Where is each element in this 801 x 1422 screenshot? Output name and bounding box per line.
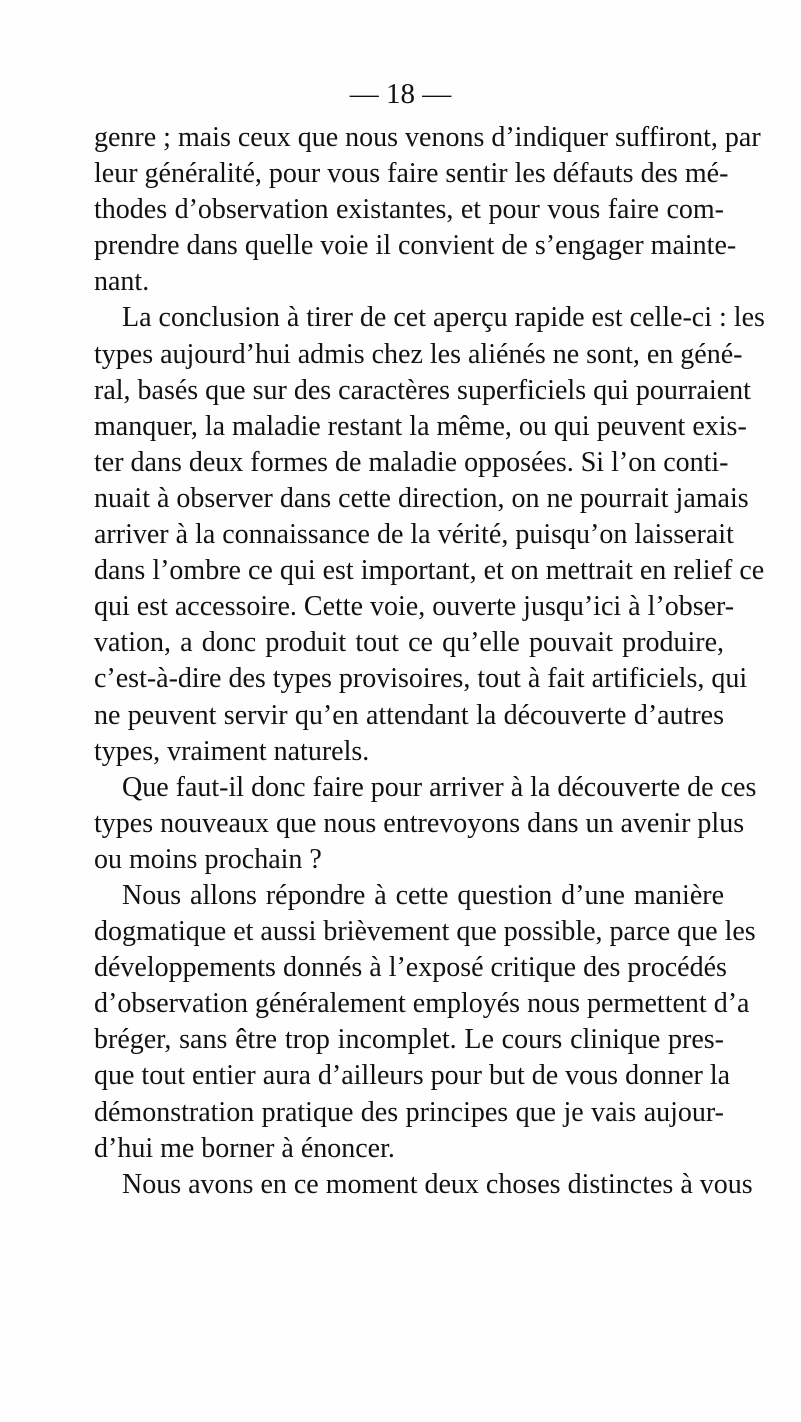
text-line: types, vraiment naturels.: [94, 735, 370, 767]
text-line: c’est-à-dire des types provisoires, tout à fait artificiels, qui: [94, 663, 748, 695]
text-line: Nous allons répondre à cette question d’une manière: [122, 879, 724, 911]
text-line: prendre dans quelle voie il convient de s’engager mainte-: [94, 230, 737, 262]
text-line: ne peuvent servir qu’en attendant la découverte d’autres: [94, 699, 724, 731]
text-line: développements donnés à l’exposé critique des procédés: [94, 952, 727, 984]
text-line: Nous avons en ce moment deux choses distinctes à vous: [122, 1168, 753, 1200]
text-line: d’hui me borner à énoncer.: [94, 1132, 395, 1164]
text-line: bréger, sans être trop incomplet. Le cours clinique pres-: [94, 1024, 724, 1056]
text-line: nant.: [94, 266, 150, 298]
text-line: ter dans deux formes de maladie opposées. Si l’on conti-: [94, 446, 729, 478]
text-line: leur généralité, pour vous faire sentir les défauts des mé-: [94, 158, 729, 190]
text-line: qui est accessoire. Cette voie, ouverte jusqu’ici à l’obser-: [94, 591, 735, 623]
text-line: démonstration pratique des principes que je vais aujour-: [94, 1096, 724, 1128]
text-line: ral, basés que sur des caractères superficiels qui pourraient: [94, 374, 751, 406]
text-line: manquer, la maladie restant la même, ou qui peuvent exis-: [94, 410, 747, 442]
paragraph: [94, 770, 757, 878]
text-line: d’observation généralement employés nous permettent d’a: [94, 988, 750, 1020]
text-line: La conclusion à tirer de cet aperçu rapide est celle-ci : les: [122, 302, 765, 334]
text-line: Que faut-il donc faire pour arriver à la découverte de ces: [122, 771, 757, 803]
text-line: que tout entier aura d’ailleurs pour but de vous donner la: [94, 1060, 731, 1092]
text-line: types aujourd’hui admis chez les aliénés ne sont, en géné-: [94, 338, 743, 370]
paragraph: [94, 1167, 753, 1203]
paragraph: [94, 300, 765, 769]
paragraph: [94, 120, 761, 300]
text-line: nuait à observer dans cette direction, on ne pourrait jamais: [94, 482, 749, 514]
body-text: [94, 120, 765, 1203]
paragraph: [94, 878, 756, 1167]
text-line: dans l’ombre ce qui est important, et on mettrait en relief ce: [94, 555, 765, 587]
text-line: types nouveaux que nous entrevoyons dans un avenir plus: [94, 807, 745, 839]
page-number: — 18 —: [349, 78, 452, 110]
text-line: ou moins prochain ?: [94, 843, 322, 875]
text-line: vation, a donc produit tout ce qu’elle pouvait produire,: [94, 627, 724, 659]
text-line: arriver à la connaissance de la vérité, puisqu’on laisserait: [94, 519, 734, 551]
text-line: genre ; mais ceux que nous venons d’indiquer suffiront, par: [94, 122, 761, 153]
text-line: thodes d’observation existantes, et pour vous faire com-: [94, 194, 724, 226]
text-line: dogmatique et aussi brièvement que possible, parce que les: [94, 916, 756, 948]
